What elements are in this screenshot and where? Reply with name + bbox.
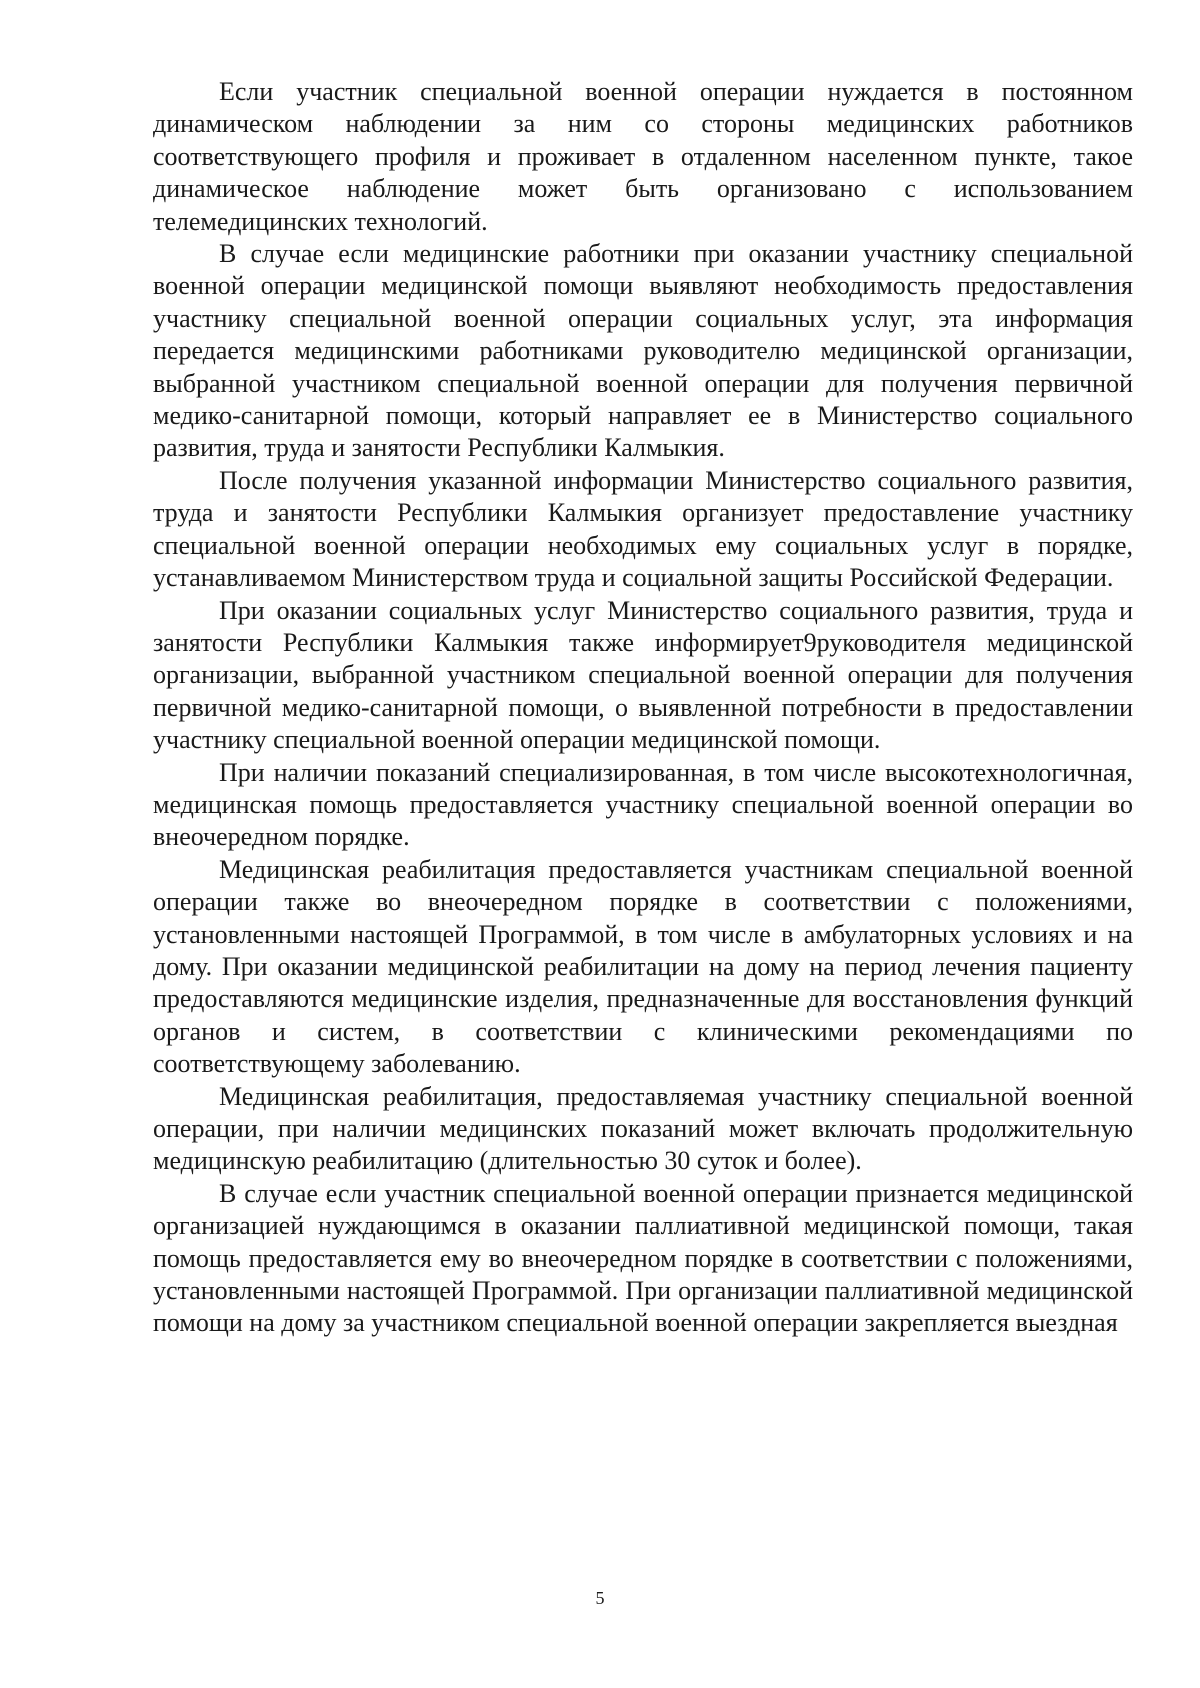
- paragraph-5: При наличии показаний специализированная, в том числе высокотехнологичная, медицинская помощь предоставляется участнику специальной военной операции во внеочередном порядке.: [153, 757, 1133, 852]
- page-number: 5: [595, 1588, 605, 1608]
- paragraph-4: При оказании социальных услуг Министерство социального развития, труда и занятости Республики Калмыкия также информирует9руководителя медицинской организации, выбранной участником специальной военной операции для получения первичной медико-санитарной помощи, о выявленной потребности в предоставлении участнику специальной военной операции медицинской помощи.: [153, 595, 1133, 755]
- paragraph-3: После получения указанной информации Министерство социального развития, труда и занятости Республики Калмыкия организует предоставление участнику специальной военной операции необходимых ему социальных услуг в порядке, устанавливаемом Министерством труда и социальной защиты Российской Федерации.: [153, 465, 1133, 593]
- paragraph-6: Медицинская реабилитация предоставляется участникам специальной военной операции также во внеочередном порядке в соответствии с положениями, установленными настоящей Программой, в том числе в амбулаторных условиях и на дому. При оказании медицинской реабилитации на дому на период лечения пациенту предоставляются медицинские изделия, предназначенные для восстановления функций органов и систем, в соответствии с клиническими рекомендациями по соответствующему заболеванию.: [153, 854, 1133, 1079]
- body-text: [153, 76, 1133, 1340]
- paragraph-2: В случае если медицинские работники при оказании участнику специальной военной операции медицинской помощи выявляют необходимость предоставления участнику специальной военной операции социальных услуг, эта информация передается медицинскими работниками руководителю медицинской организации, выбранной участником специальной военной операции для получения первичной медико-санитарной помощи, который направляет ее в Министерство социального развития, труда и занятости Республики Калмыкия.: [153, 239, 1133, 463]
- paragraph-1: Если участник специальной военной операции нуждается в постоянном динамическом наблюдении за ним со стороны медицинских работников соответствующего профиля и проживает в отдаленном населенном пункте, такое динамическое наблюдение может быть организовано с использованием телемедицинских технологий.: [153, 77, 1133, 236]
- paragraph-7: Медицинская реабилитация, предоставляемая участнику специальной военной операции, при наличии медицинских показаний может включать продолжительную медицинскую реабилитацию (длительностью 30 суток и более).: [153, 1081, 1133, 1176]
- paragraph-8: В случае если участник специальной военной операции признается медицинской организацией нуждающимся в оказании паллиативной медицинской помощи, такая помощь предоставляется ему во внеочередном порядке в соответствии с положениями, установленными настоящей Программой. При организации паллиативной медицинской помощи на дому за участником специальной военной операции закрепляется выездная: [153, 1178, 1133, 1338]
